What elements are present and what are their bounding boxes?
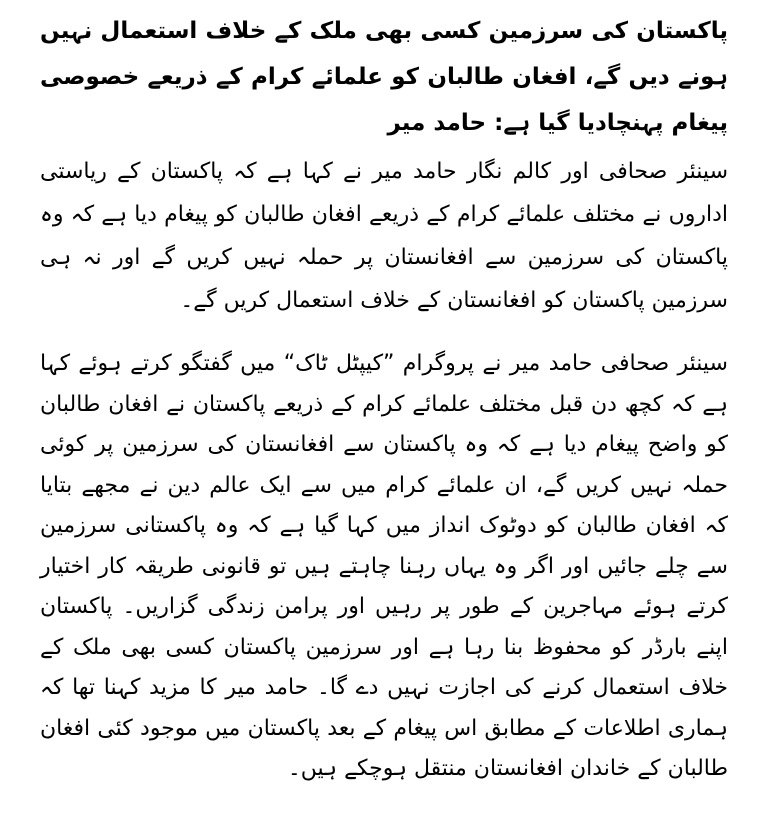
article-headline: پاکستان کی سرزمین کسی بھی ملک کے خلاف استعمال نہیں ہونے دیں گے، افغان طالبان کو علمائے کرام کے ذریعے خصوصی پیغام پہنچادیا گیا ہے: حامد میر — [40, 18, 728, 136]
article-paragraph: سینئر صحافی حامد میر نے پروگرام ”کیپٹل ٹاک“ میں گفتگو کرتے ہوئے کہا ہے کہ کچھ دن قبل مختلف علمائے کرام کے ذریعے پاکستان نے افغان طالبان کو واضح پیغام دیا ہے کہ وہ پاکستان سے افغانستان کی سرزمین پر کوئی حملہ نہیں کریں گے، ان علمائے کرام میں سے ایک عالم دین نے مجھے بتایا کہ افغان طالبان کو دوٹوک انداز میں کہا گیا ہے کہ وہ پاکستانی سرزمین سے چلے جائیں اور اگر وہ یہاں رہنا چاہتے ہیں تو قانونی طریقہ کار اختیار کرتے ہوئے مہاجرین کے طور پر رہیں اور پرامن زندگی گزاریں۔ پاکستان اپنے بارڈر کو محفوظ بنا رہا ہے اور سرزمین پاکستان کسی بھی ملک کے خلاف استعمال کرنے کی اجازت نہیں دے گا۔ حامد میر کا مزید کہنا تھا کہ ہماری اطلاعات کے مطابق اس پیغام کے بعد پاکستان میں موجود کئی افغان طالبان کے خاندان افغانستان منتقل ہوچکے ہیں۔ — [40, 351, 728, 781]
article-paragraph: سینئر صحافی اور کالم نگار حامد میر نے کہا ہے کہ پاکستان کے ریاستی اداروں نے مختلف علمائے کرام کے ذریعے افغان طالبان کو پیغام دیا ہے کہ وہ پاکستان کی سرزمین سے افغانستان پر حملہ نہیں کریں گے اور نہ ہی سرزمین پاکستان کو افغانستان کے خلاف استعمال کریں گے۔ — [40, 159, 728, 313]
